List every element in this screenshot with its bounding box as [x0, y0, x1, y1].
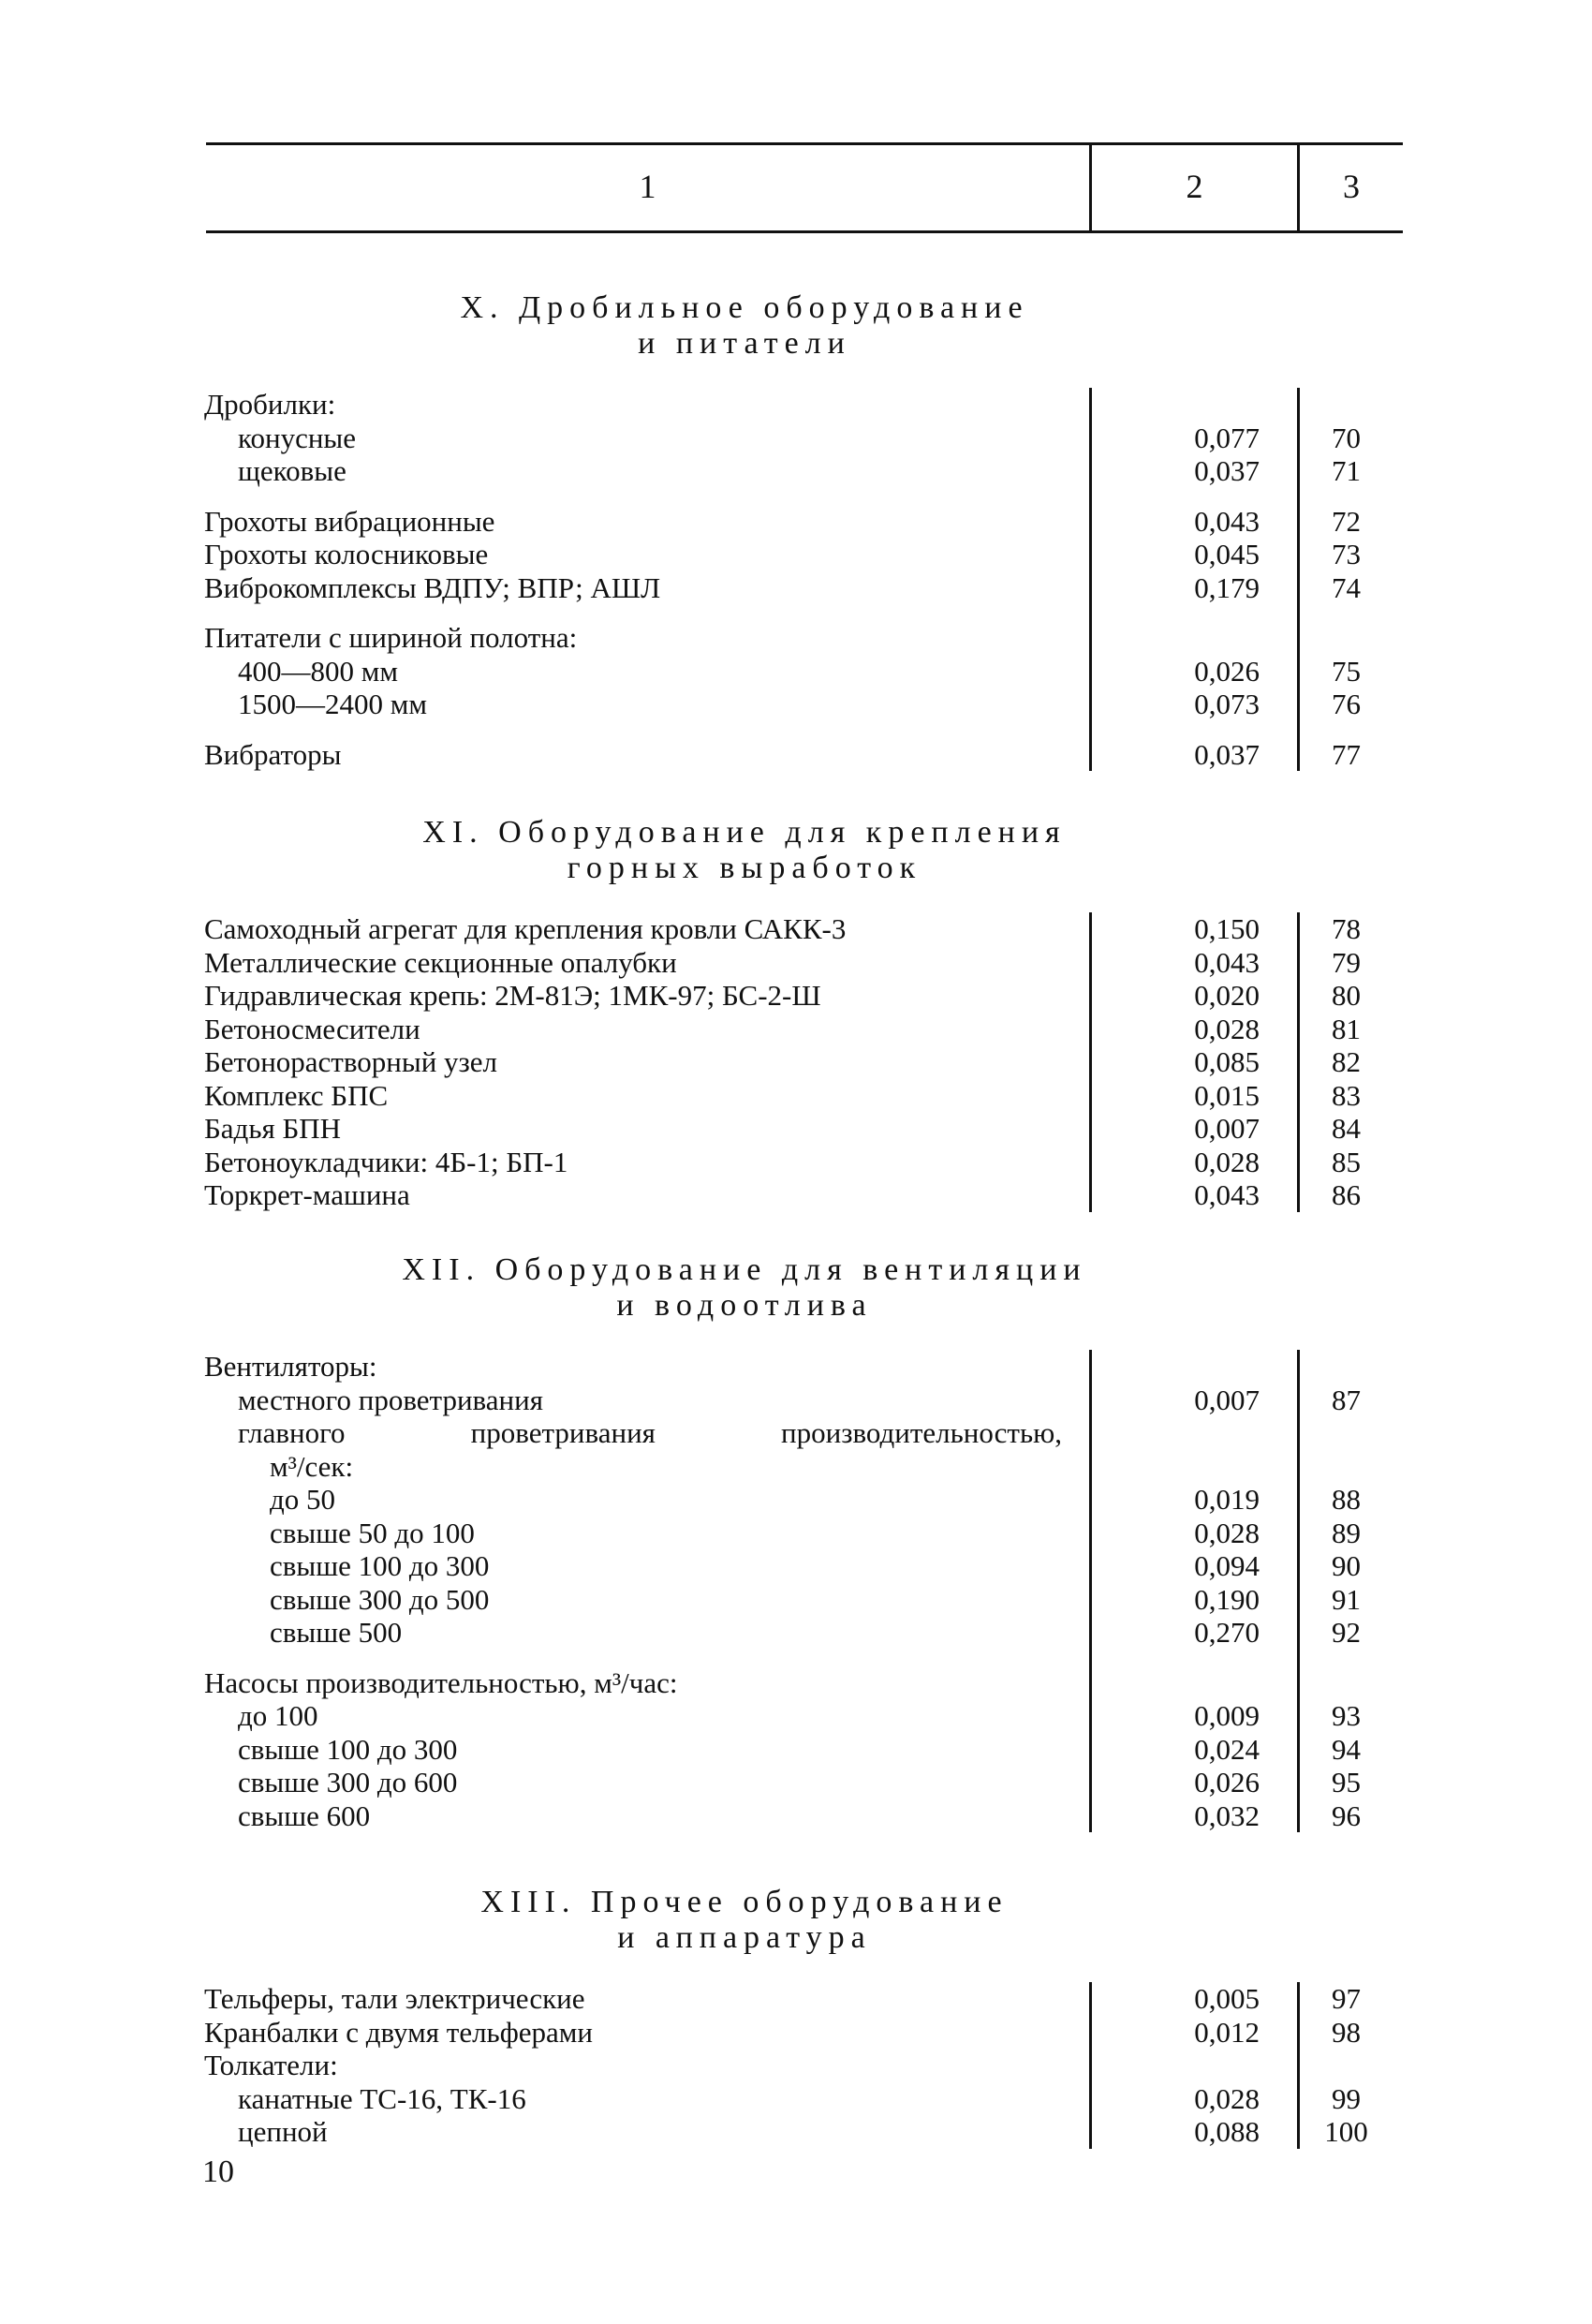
- coefficient-value: 0,037: [1194, 737, 1260, 771]
- equipment-name: свыше 600: [238, 1799, 371, 1832]
- row-number: 75: [1332, 654, 1361, 688]
- coefficient-value: 0,007: [1194, 1383, 1260, 1416]
- row-number: 87: [1332, 1383, 1361, 1416]
- table-row: [0, 1079, 1592, 1113]
- section-table: [0, 912, 1592, 1212]
- table-row: [0, 1799, 1592, 1833]
- table-row: [0, 1766, 1592, 1799]
- table-row: [0, 1666, 1592, 1700]
- table-row: [0, 621, 1592, 655]
- table-row: [0, 738, 1592, 772]
- equipment-name: Комплекс БПС: [204, 1078, 389, 1112]
- table-row: [0, 1384, 1592, 1417]
- section-table: [0, 1982, 1592, 2149]
- table-row: [0, 1733, 1592, 1767]
- row-number: 83: [1332, 1078, 1361, 1112]
- coefficient-value: 0,043: [1194, 504, 1260, 538]
- coefficient-value: 0,028: [1194, 1012, 1260, 1045]
- table-row: [0, 388, 1592, 422]
- row-number: 100: [1324, 2115, 1368, 2148]
- table-row: [0, 1517, 1592, 1550]
- table-row: [0, 655, 1592, 688]
- equipment-name: цепной: [238, 2115, 328, 2148]
- coefficient-value: 0,005: [1194, 1982, 1260, 2015]
- row-number: 78: [1332, 912, 1361, 945]
- coefficient-value: 0,270: [1194, 1616, 1260, 1649]
- row-number: 82: [1332, 1045, 1361, 1078]
- row-number: 88: [1332, 1483, 1361, 1516]
- table-row: [0, 1699, 1592, 1733]
- header-top-rule: [206, 142, 1403, 145]
- table-row: [0, 946, 1592, 980]
- equipment-name: свыше 100 до 300: [238, 1732, 458, 1766]
- equipment-name: 1500—2400 мм: [238, 688, 427, 720]
- row-number: 98: [1332, 2015, 1361, 2049]
- coefficient-value: 0,020: [1194, 979, 1260, 1012]
- equipment-name: конусные: [238, 421, 357, 454]
- equipment-name: свыше 300 до 500: [270, 1582, 490, 1616]
- coefficient-value: 0,028: [1194, 1145, 1260, 1178]
- equipment-name: Кранбалки с двумя тельферами: [204, 2015, 594, 2049]
- section-crushing-equipment: [0, 290, 1592, 771]
- table-row: [0, 1450, 1592, 1484]
- coefficient-value: 0,037: [1194, 454, 1260, 487]
- table-row: [0, 1616, 1592, 1650]
- row-number: 74: [1332, 570, 1361, 604]
- section-support-equipment: [0, 815, 1592, 1212]
- section-ventilation-equipment: [0, 1252, 1592, 1832]
- section-title: XII. Оборудование для вентиляции и водоотлива: [402, 1252, 1087, 1323]
- row-number: 81: [1332, 1012, 1361, 1045]
- coefficient-value: 0,032: [1194, 1799, 1260, 1832]
- equipment-name: до 50: [270, 1483, 336, 1516]
- equipment-name: Бетонорастворный узел: [204, 1045, 498, 1078]
- table-row: [0, 2049, 1592, 2082]
- coefficient-value: 0,043: [1194, 1178, 1260, 1211]
- coefficient-value: 0,073: [1194, 688, 1260, 720]
- coefficient-value: 0,026: [1194, 1766, 1260, 1799]
- row-number: 84: [1332, 1112, 1361, 1145]
- table-row: [0, 1416, 1592, 1450]
- table-row: [0, 1350, 1592, 1384]
- header-col-3: 3: [1343, 168, 1360, 205]
- coefficient-value: 0,026: [1194, 654, 1260, 688]
- header-col-2: 2: [1186, 168, 1203, 205]
- table-row: [0, 1112, 1592, 1146]
- row-number: 94: [1332, 1732, 1361, 1766]
- page-number: 10: [202, 2154, 234, 2189]
- row-number: 85: [1332, 1145, 1361, 1178]
- equipment-name: свыше 100 до 300: [270, 1549, 490, 1582]
- row-number: 91: [1332, 1582, 1361, 1616]
- row-number: 95: [1332, 1766, 1361, 1799]
- section-table: [0, 388, 1592, 771]
- coefficient-value: 0,024: [1194, 1732, 1260, 1766]
- header-col-1: 1: [639, 168, 656, 205]
- header-bottom-rule: [206, 230, 1403, 233]
- equipment-name: Насосы производительностью, м³/час:: [204, 1665, 678, 1699]
- equipment-name: Торкрет-машина: [204, 1178, 410, 1211]
- equipment-name: свыше 50 до 100: [270, 1516, 475, 1549]
- equipment-name: щековые: [238, 454, 346, 487]
- section-table: [0, 1350, 1592, 1832]
- table-row: [0, 571, 1592, 605]
- coefficient-value: 0,019: [1194, 1483, 1260, 1516]
- equipment-name: 400—800 мм: [238, 654, 398, 688]
- row-number: 76: [1332, 688, 1361, 720]
- equipment-name: местного проветривания: [238, 1383, 543, 1416]
- section-other-equipment: [0, 1885, 1592, 2149]
- coefficient-value: 0,179: [1194, 570, 1260, 604]
- equipment-name: Самоходный агрегат для крепления кровли САКК-3: [204, 912, 847, 945]
- table-row: [0, 2016, 1592, 2050]
- row-number: 99: [1332, 2081, 1361, 2115]
- coefficient-value: 0,007: [1194, 1112, 1260, 1145]
- table-row: [0, 2115, 1592, 2149]
- row-number: 77: [1332, 737, 1361, 771]
- coefficient-value: 0,028: [1194, 2081, 1260, 2115]
- table-row: [0, 1178, 1592, 1212]
- coefficient-value: 0,045: [1194, 538, 1260, 570]
- coefficient-value: 0,150: [1194, 912, 1260, 945]
- coefficient-value: 0,028: [1194, 1516, 1260, 1549]
- equipment-name: до 100: [238, 1699, 318, 1732]
- table-row: [0, 1013, 1592, 1046]
- row-number: 86: [1332, 1178, 1361, 1211]
- equipment-name: Бетоносмесители: [204, 1012, 420, 1045]
- coefficient-value: 0,077: [1194, 421, 1260, 454]
- equipment-name: Металлические секционные опалубки: [204, 945, 677, 979]
- equipment-name: м³/сек:: [270, 1449, 354, 1483]
- equipment-name: Дробилки:: [204, 388, 336, 421]
- equipment-name: Вентиляторы:: [204, 1350, 377, 1383]
- table-row: [0, 1549, 1592, 1583]
- row-number: 96: [1332, 1799, 1361, 1832]
- equipment-name: Гидравлическая крепь: 2М-81Э; 1МК-97; БС-2-Ш: [204, 979, 821, 1012]
- equipment-name: Виброкомплексы ВДПУ; ВПР; АШЛ: [204, 570, 661, 604]
- section-title: XIII. Прочее оборудование и аппаратура: [480, 1885, 1009, 1955]
- row-number: 73: [1332, 538, 1361, 570]
- table-row: [0, 1583, 1592, 1617]
- coefficient-value: 0,094: [1194, 1549, 1260, 1582]
- row-number: 93: [1332, 1699, 1361, 1732]
- table-row: [0, 912, 1592, 946]
- coefficient-value: 0,043: [1194, 945, 1260, 979]
- equipment-name: Грохоты колосниковые: [204, 538, 489, 570]
- equipment-name: Питатели с шириной полотна:: [204, 621, 578, 654]
- table-row: [0, 1146, 1592, 1179]
- coefficient-value: 0,015: [1194, 1078, 1260, 1112]
- table-row: [0, 538, 1592, 571]
- table-row: [0, 1045, 1592, 1079]
- table-row: [0, 688, 1592, 721]
- equipment-name: свыше 300 до 600: [238, 1766, 458, 1799]
- table-row: [0, 1483, 1592, 1517]
- row-number: 72: [1332, 504, 1361, 538]
- table-row: [0, 2082, 1592, 2116]
- table-row: [0, 422, 1592, 455]
- equipment-name: главного проветривания производительностью,: [238, 1416, 1062, 1449]
- row-number: 92: [1332, 1616, 1361, 1649]
- table-row: [0, 979, 1592, 1013]
- section-title: XI. Оборудование для крепления горных выработок: [422, 815, 1067, 885]
- section-title: X. Дробильное оборудование и питатели: [460, 290, 1029, 361]
- row-number: 90: [1332, 1549, 1361, 1582]
- equipment-name: канатные ТС-16, ТК-16: [238, 2081, 526, 2115]
- coefficient-value: 0,085: [1194, 1045, 1260, 1078]
- coefficient-value: 0,009: [1194, 1699, 1260, 1732]
- coefficient-value: 0,088: [1194, 2115, 1260, 2148]
- row-number: 79: [1332, 945, 1361, 979]
- equipment-name: Бадья БПН: [204, 1112, 342, 1145]
- table-row: [0, 1982, 1592, 2016]
- coefficient-value: 0,190: [1194, 1582, 1260, 1616]
- equipment-name: Грохоты вибрационные: [204, 504, 495, 538]
- row-number: 97: [1332, 1982, 1361, 2015]
- equipment-name: Толкатели:: [204, 2049, 338, 2081]
- equipment-name: Вибраторы: [204, 737, 342, 771]
- row-number: 89: [1332, 1516, 1361, 1549]
- row-number: 80: [1332, 979, 1361, 1012]
- table-row: [0, 505, 1592, 539]
- table-row: [0, 454, 1592, 488]
- row-number: 70: [1332, 421, 1361, 454]
- row-number: 71: [1332, 454, 1361, 487]
- coefficient-value: 0,012: [1194, 2015, 1260, 2049]
- equipment-name: свыше 500: [270, 1616, 403, 1649]
- equipment-name: Бетоноукладчики: 4Б-1; БП-1: [204, 1145, 568, 1178]
- equipment-name: Тельферы, тали электрические: [204, 1982, 585, 2015]
